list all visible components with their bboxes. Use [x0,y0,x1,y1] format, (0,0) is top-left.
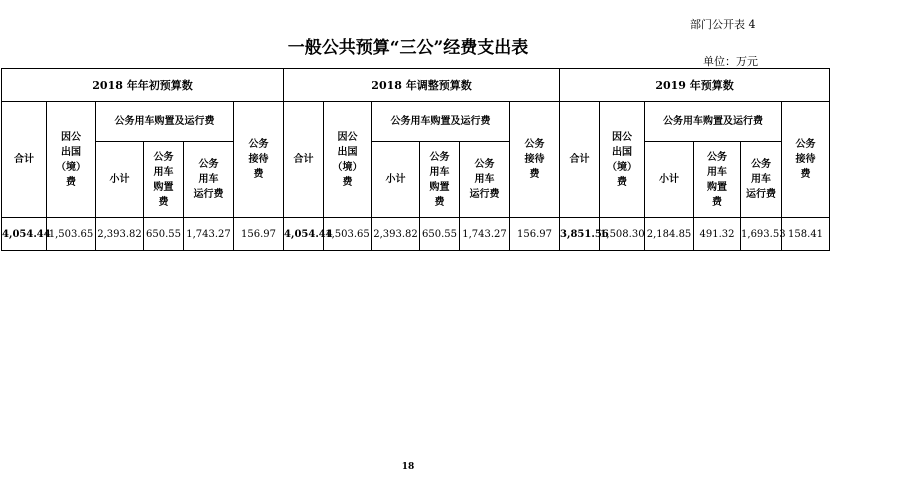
header-reception: 公务 接待 费 [782,102,830,218]
header-purchase: 公务 用车 购置 费 [420,142,460,218]
table-row [2,218,916,251]
value-operation: 1,743.27 [460,218,510,251]
header-abroad: 因公 出国 （境） 费 [600,102,645,218]
header-purchase: 公务 用车 购置 费 [694,142,741,218]
header-vehicle-group: 公务用车购置及运行费 [96,102,234,142]
header-subtotal: 小计 [372,142,420,218]
header-operation: 公务 用车 运行费 [460,142,510,218]
value-total: 4,054.44 [284,218,324,251]
value-reception: 158.41 [782,218,830,251]
header-total: 合计 [560,102,600,218]
header-vehicle-group: 公务用车购置及运行费 [645,102,782,142]
value-abroad: 1,503.65 [47,218,96,251]
header-abroad: 因公 出国 （境） 费 [324,102,372,218]
three-public-expenses-table [1,68,916,251]
value-abroad: 1,508.30 [600,218,645,251]
header-operation: 公务 用车 运行费 [741,142,782,218]
value-operation: 1,743.27 [184,218,234,251]
header-subtotal: 小计 [96,142,144,218]
header-total: 合计 [2,102,47,218]
value-subtotal: 2,393.82 [372,218,420,251]
value-subtotal: 2,184.85 [645,218,694,251]
header-reception: 公务 接待 费 [234,102,284,218]
header-subtotal: 小计 [645,142,694,218]
header-abroad: 因公 出国 （境） 费 [47,102,96,218]
value-abroad: 1,503.65 [324,218,372,251]
header-reception: 公务 接待 费 [510,102,560,218]
header-vehicle-group: 公务用车购置及运行费 [372,102,510,142]
table-number: 部门公开表 4 [690,18,756,31]
value-reception: 156.97 [510,218,560,251]
header-operation: 公务 用车 运行费 [184,142,234,218]
value-operation: 1,693.53 [741,218,782,251]
value-purchase: 650.55 [420,218,460,251]
value-subtotal: 2,393.82 [96,218,144,251]
unit-label: 单位：万元 [703,55,758,68]
header-total: 合计 [284,102,324,218]
value-total: 4,054.44 [2,218,47,251]
page-number: 18 [401,462,415,472]
group-header-2018-adjusted: 2018 年调整预算数 [284,69,560,102]
group-header-2018-initial: 2018 年年初预算数 [2,69,284,102]
value-total: 3,851.56 [560,218,600,251]
value-purchase: 650.55 [144,218,184,251]
value-reception: 156.97 [234,218,284,251]
page-title: 一般公共预算“三公”经费支出表 [287,38,529,58]
value-purchase: 491.32 [694,218,741,251]
group-header-2019: 2019 年预算数 [560,69,830,102]
header-purchase: 公务 用车 购置 费 [144,142,184,218]
